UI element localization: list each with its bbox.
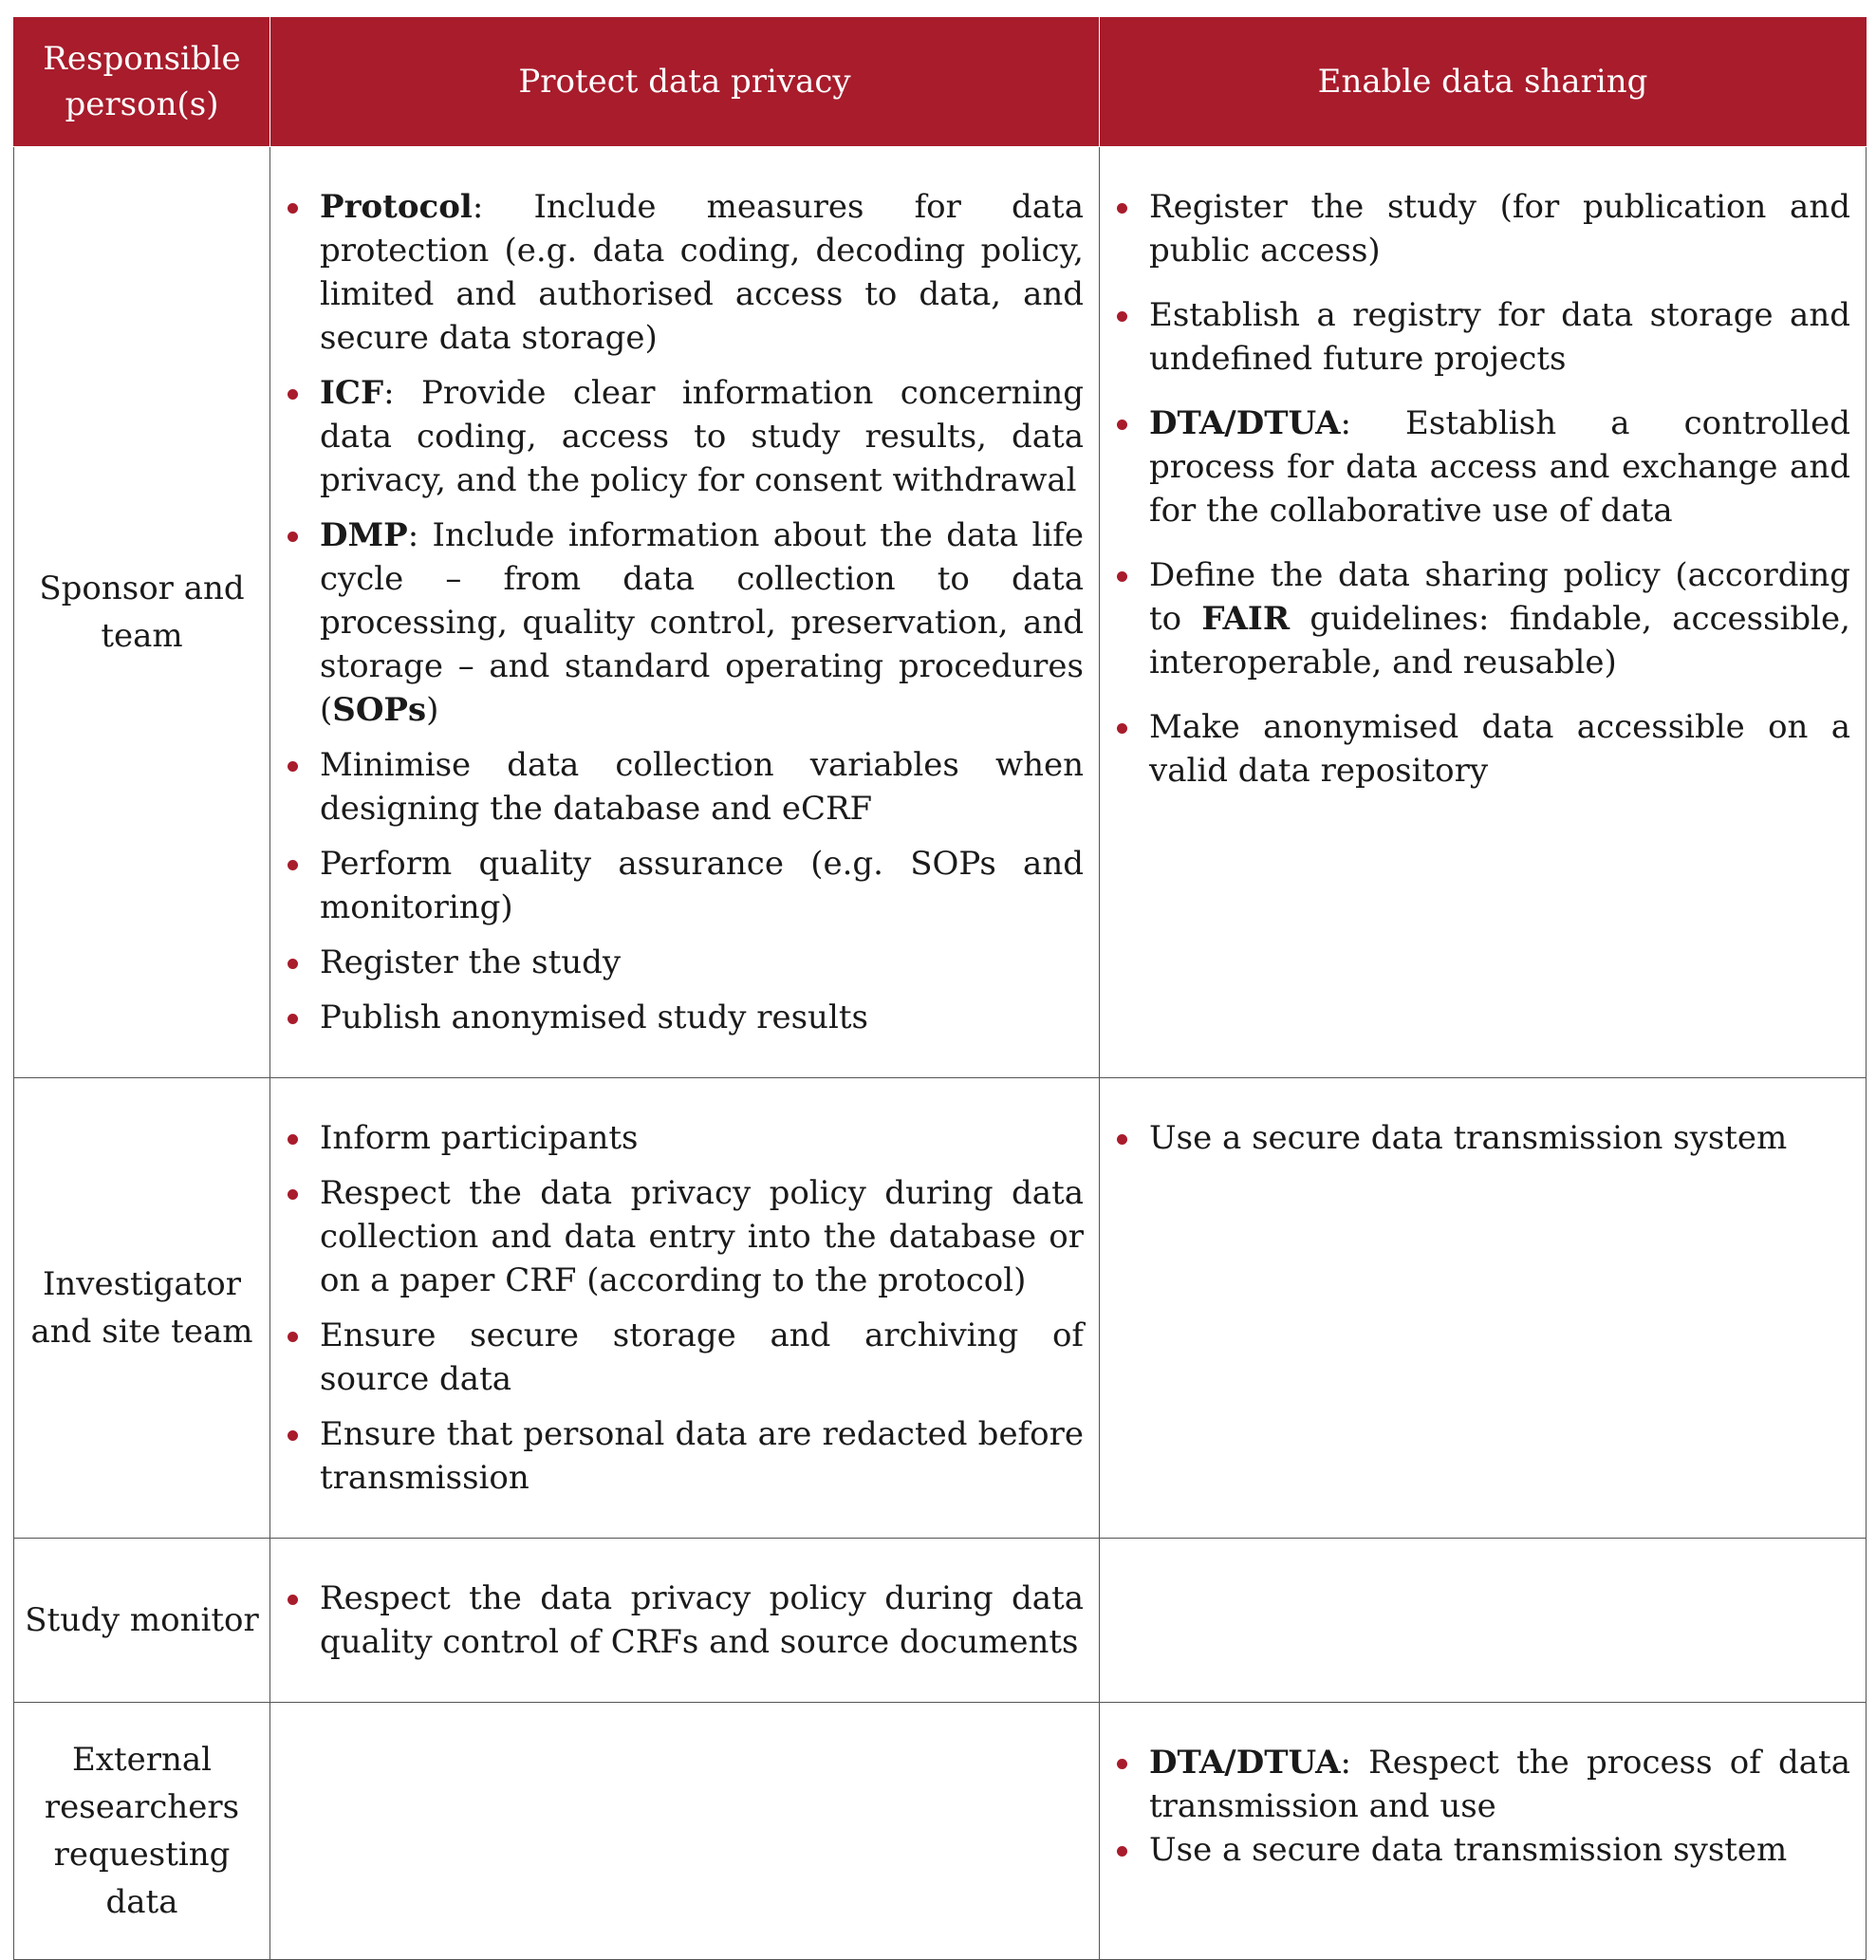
list-item: Ensure secure storage and archiving of source data <box>320 1314 1084 1401</box>
list-item: Use a secure data transmission system <box>1149 1828 1850 1872</box>
sharing-list <box>1100 1078 1866 1198</box>
header-responsible: Responsible person(s) <box>14 17 270 147</box>
list-item: Register the study (for publication and public access) <box>1149 185 1850 272</box>
privacy-list <box>270 1539 1099 1702</box>
table-row <box>14 1539 1867 1703</box>
sharing-cell <box>1100 1703 1867 1960</box>
header-sharing: Enable data sharing <box>1100 17 1867 147</box>
role-cell: External researchers requesting data <box>14 1703 270 1960</box>
sharing-list <box>1100 1703 1866 1910</box>
list-item: Perform quality assurance (e.g. SOPs and monitoring) <box>320 842 1084 929</box>
role-cell: Sponsor and team <box>14 147 270 1078</box>
privacy-list <box>270 1078 1099 1538</box>
sharing-cell <box>1100 1078 1867 1539</box>
responsibilities-table <box>13 17 1867 1960</box>
list-item: Inform participants <box>320 1116 1084 1160</box>
list-item: Ensure that personal data are redacted before transmission <box>320 1412 1084 1500</box>
privacy-cell <box>270 1703 1100 1960</box>
privacy-cell <box>270 1078 1100 1539</box>
list-item: Define the data sharing policy (according to FAIR guidelines: findable, accessible, interoperable, and reusable) <box>1149 553 1850 684</box>
list-item: Use a secure data transmission system <box>1149 1116 1850 1160</box>
list-item: Minimise data collection variables when designing the database and eCRF <box>320 743 1084 831</box>
header-row <box>14 17 1867 147</box>
list-item: Protocol: Include measures for data protection (e.g. data coding, decoding policy, limited and authorised access to data, and secure data storage) <box>320 185 1084 360</box>
list-item: Respect the data privacy policy during data quality control of CRFs and source documents <box>320 1577 1084 1664</box>
list-item: ICF: Provide clear information concerning data coding, access to study results, data privacy, and the policy for consent withdrawal <box>320 371 1084 502</box>
list-item: DTA/DTUA: Establish a controlled process for data access and exchange and for the collaborative use of data <box>1149 401 1850 532</box>
privacy-list <box>270 147 1099 1077</box>
table-row <box>14 147 1867 1078</box>
role-cell: Investigator and site team <box>14 1078 270 1539</box>
list-item: Establish a registry for data storage and undefined future projects <box>1149 293 1850 381</box>
list-item: Make anonymised data accessible on a valid data repository <box>1149 705 1850 793</box>
table-row <box>14 1078 1867 1539</box>
list-item: Respect the data privacy policy during data collection and data entry into the database or on a paper CRF (according to the protocol) <box>320 1171 1084 1302</box>
sharing-list <box>1100 147 1866 831</box>
table-row <box>14 1703 1867 1960</box>
sharing-cell <box>1100 1539 1867 1703</box>
privacy-cell <box>270 147 1100 1078</box>
header-privacy: Protect data privacy <box>270 17 1100 147</box>
privacy-cell <box>270 1539 1100 1703</box>
sharing-cell <box>1100 147 1867 1078</box>
list-item: DTA/DTUA: Respect the process of data transmission and use <box>1149 1741 1850 1828</box>
list-item: DMP: Include information about the data life cycle – from data collection to data processing, quality control, preservation, and storage – and standard operating procedures (SOPs) <box>320 513 1084 732</box>
list-item: Publish anonymised study results <box>320 996 1084 1039</box>
role-cell: Study monitor <box>14 1539 270 1703</box>
list-item: Register the study <box>320 941 1084 984</box>
